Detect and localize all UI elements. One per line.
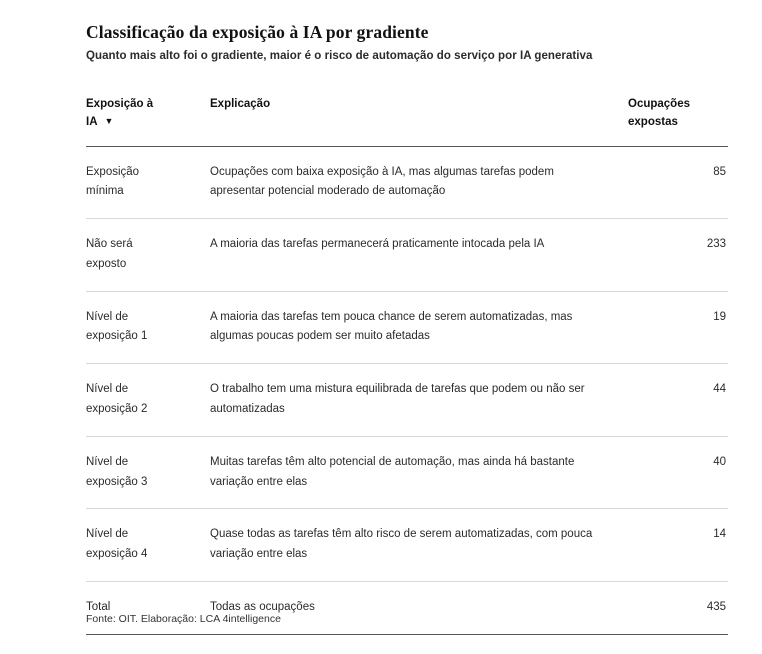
- cell-category-line2: exposição 1: [86, 330, 148, 343]
- sort-descending-icon[interactable]: ▼: [104, 115, 114, 126]
- cell-category-line2: exposto: [86, 257, 127, 270]
- table-header: [86, 96, 728, 146]
- cell-category-line2: exposição 2: [86, 402, 148, 415]
- cell-category-line1: Nível de: [86, 383, 129, 396]
- column-header-category-line2-wrap: [86, 114, 190, 132]
- cell-explanation: A maioria das tarefas tem pouca chance de serem automatizadas, mas algumas poucas podem ser muito afetadas: [200, 291, 612, 364]
- column-header-count[interactable]: [612, 96, 728, 146]
- cell-category: [86, 146, 200, 219]
- column-header-category-line1: Exposição à: [86, 98, 154, 110]
- exposure-table: [86, 96, 728, 635]
- cell-category: [86, 509, 200, 582]
- cell-explanation: Quase todas as tarefas têm alto risco de serem automatizadas, com pouca variação entre elas: [200, 509, 612, 582]
- cell-category-line1: Exposição: [86, 165, 140, 178]
- cell-count: 435: [612, 581, 728, 634]
- table-row: [86, 291, 728, 364]
- cell-category-line1: Nível de: [86, 455, 129, 468]
- source-note: Fonte: OIT. Elaboração: LCA 4intelligence: [86, 613, 281, 625]
- cell-category-line1: Total: [86, 600, 111, 613]
- table-row: [86, 509, 728, 582]
- cell-category-line2: exposição 4: [86, 548, 148, 561]
- cell-count: 85: [612, 146, 728, 219]
- table-row: [86, 581, 728, 634]
- cell-explanation: A maioria das tarefas permanecerá praticamente intocada pela IA: [200, 219, 612, 292]
- cell-category: [86, 291, 200, 364]
- column-header-explanation[interactable]: Explicação: [200, 96, 612, 146]
- cell-category: [86, 436, 200, 509]
- page-subtitle: Quanto mais alto foi o gradiente, maior é o risco de automação do serviço por IA generativa: [86, 50, 593, 62]
- column-header-count-line1: Ocupações: [628, 98, 690, 110]
- column-header-category[interactable]: [86, 96, 200, 146]
- table-row: [86, 436, 728, 509]
- cell-category-line1: Nível de: [86, 310, 129, 323]
- column-header-category-line2: IA: [86, 115, 98, 128]
- cell-explanation: Todas as ocupações: [200, 581, 612, 634]
- cell-count: 14: [612, 509, 728, 582]
- cell-count: 44: [612, 364, 728, 437]
- table-row: [86, 146, 728, 219]
- cell-explanation: Ocupações com baixa exposição à IA, mas algumas tarefas podem apresentar potencial moderado de automação: [200, 146, 612, 219]
- cell-category-line2: exposição 3: [86, 475, 148, 488]
- table-row: [86, 364, 728, 437]
- cell-category-line1: Não será: [86, 238, 133, 251]
- page-title: Classificação da exposição à IA por gradiente: [86, 22, 429, 42]
- table-header-row: [86, 96, 728, 146]
- table-body: [86, 146, 728, 634]
- cell-count: 233: [612, 219, 728, 292]
- cell-explanation: Muitas tarefas têm alto potencial de automação, mas ainda há bastante variação entre elas: [200, 436, 612, 509]
- cell-category: [86, 364, 200, 437]
- cell-count: 19: [612, 291, 728, 364]
- cell-category: [86, 581, 200, 634]
- cell-category: [86, 219, 200, 292]
- cell-explanation: O trabalho tem uma mistura equilibrada de tarefas que podem ou não ser automatizadas: [200, 364, 612, 437]
- cell-category-line2: mínima: [86, 185, 124, 198]
- cell-count: 40: [612, 436, 728, 509]
- column-header-count-line2: expostas: [628, 115, 678, 128]
- cell-category-line1: Nível de: [86, 528, 129, 541]
- table-row: [86, 219, 728, 292]
